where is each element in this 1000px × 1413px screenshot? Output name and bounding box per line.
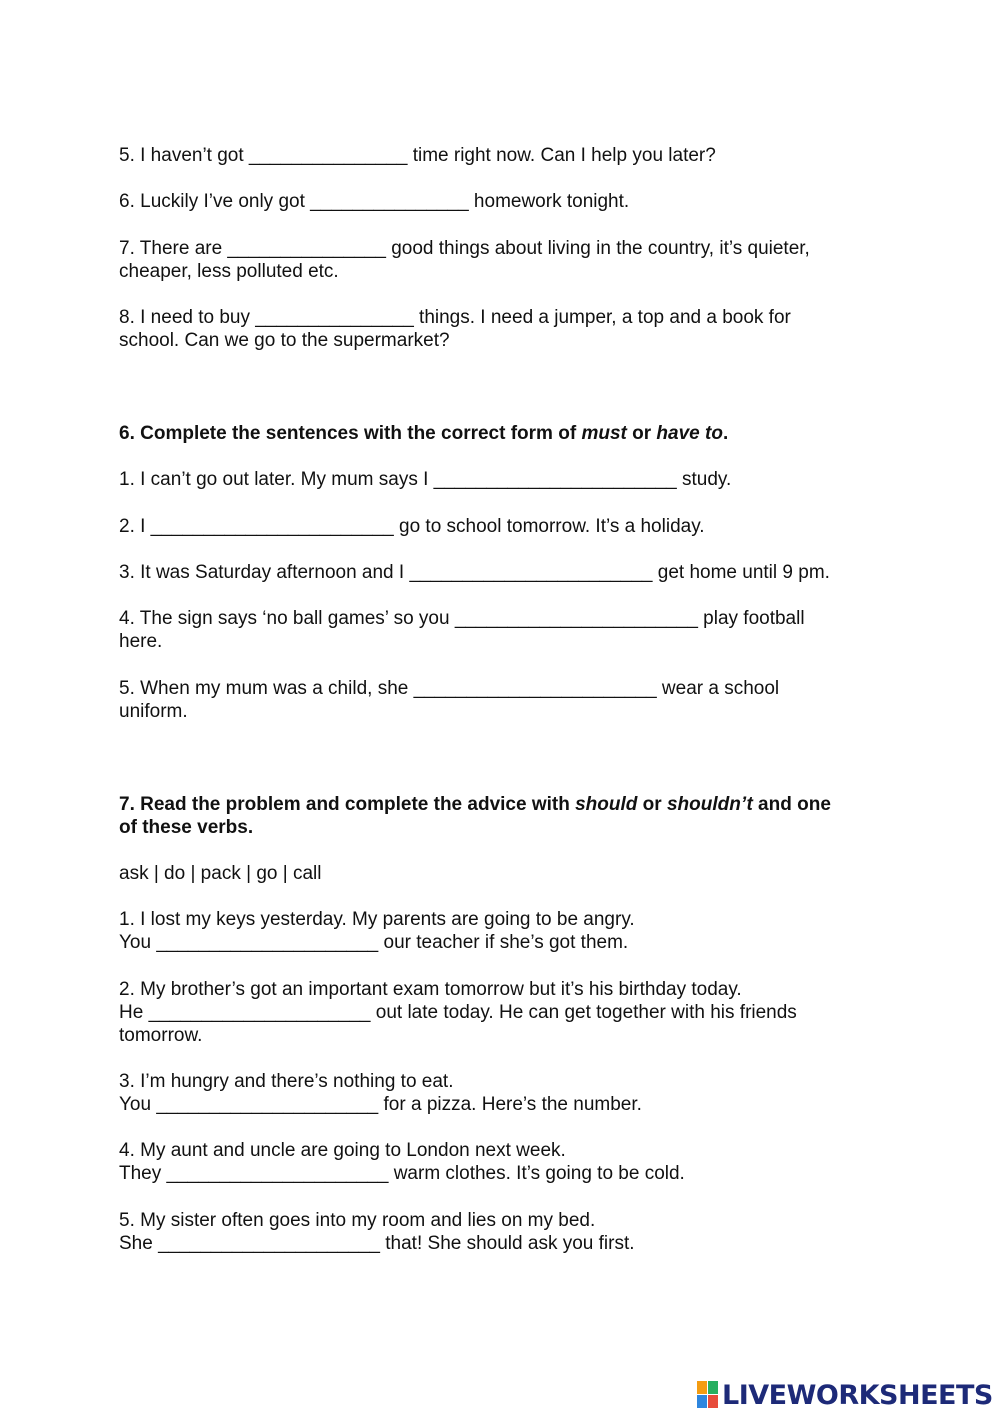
s5-item-7-line2: cheaper, less polluted etc.: [119, 261, 339, 282]
s6-item-2: 2. I _______________________ go to school tomorrow. It’s a holiday.: [119, 516, 705, 537]
s7-heading-shouldnt: shouldn’t: [666, 794, 753, 815]
s6-item-5-line2: uniform.: [119, 701, 188, 722]
logo-wordmark: LIVEWORKSHEETS: [722, 1379, 993, 1411]
s6-item-5-line1: 5. When my mum was a child, she _______________________ wear a school: [119, 678, 780, 699]
section7-heading-line1: 7. Read the problem and complete the advice with should or shouldn’t and one: [119, 794, 831, 815]
s5-item-5: 5. I haven’t got _______________ time right now. Can I help you later?: [119, 145, 716, 166]
s5-item-8-line1: 8. I need to buy _______________ things. I need a jumper, a top and a book for: [119, 307, 791, 328]
s6-item-4-line2: here.: [119, 631, 163, 652]
s7-item-5-advice: She _____________________ that! She should ask you first.: [119, 1233, 635, 1254]
s7-item-4-problem: 4. My aunt and uncle are going to London next week.: [119, 1140, 566, 1161]
s7-item-1-advice: You _____________________ our teacher if she’s got them.: [119, 932, 629, 953]
s6-item-4-line1: 4. The sign says ‘no ball games’ so you _______________________ play football: [119, 608, 805, 629]
s7-item-2-problem: 2. My brother’s got an important exam tomorrow but it’s his birthday today.: [119, 979, 742, 1000]
s6-heading-have-to: have to: [656, 423, 723, 444]
section6-heading: 6. Complete the sentences with the correct form of must or have to.: [119, 423, 729, 444]
s6-heading-must: must: [581, 423, 627, 444]
s6-item-3: 3. It was Saturday afternoon and I _______________________ get home until 9 pm.: [119, 562, 830, 583]
s7-item-2-advice-cont: tomorrow.: [119, 1025, 203, 1046]
s5-item-6: 6. Luckily I’ve only got _______________ homework tonight.: [119, 191, 630, 212]
s7-verb-list: ask | do | pack | go | call: [119, 863, 322, 884]
liveworksheets-logo-icon: [697, 1381, 719, 1409]
s7-item-3-advice: You _____________________ for a pizza. Here’s the number.: [119, 1094, 642, 1115]
s6-item-1: 1. I can’t go out later. My mum says I _______________________ study.: [119, 469, 732, 490]
s7-heading-should: should: [575, 794, 638, 815]
s7-item-2-advice: He _____________________ out late today. He can get together with his friends: [119, 1002, 797, 1023]
liveworksheets-logo: [697, 1378, 993, 1412]
s7-item-5-problem: 5. My sister often goes into my room and lies on my bed.: [119, 1210, 596, 1231]
s5-item-7-line1: 7. There are _______________ good things about living in the country, it’s quieter,: [119, 238, 810, 259]
s5-item-8-line2: school. Can we go to the supermarket?: [119, 330, 450, 351]
section7-heading-line2: of these verbs.: [119, 817, 254, 838]
s7-item-3-problem: 3. I’m hungry and there’s nothing to eat.: [119, 1071, 454, 1092]
s7-item-4-advice: They _____________________ warm clothes. It’s going to be cold.: [119, 1163, 685, 1184]
s7-item-1-problem: 1. I lost my keys yesterday. My parents are going to be angry.: [119, 909, 635, 930]
